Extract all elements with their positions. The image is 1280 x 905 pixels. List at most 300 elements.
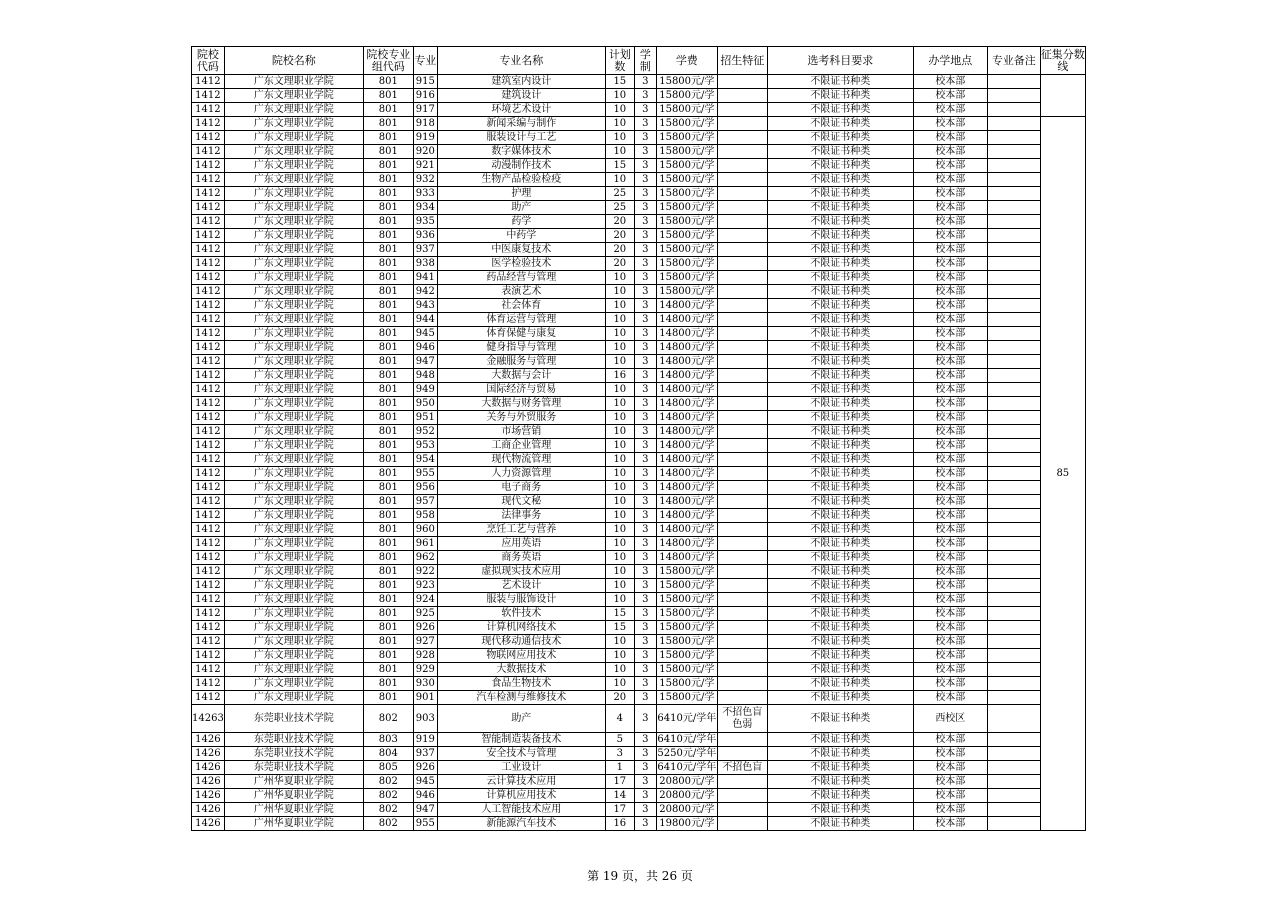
table-cell: 3: [634, 131, 656, 145]
table-cell: 1412: [192, 453, 225, 467]
table-cell: 15800元/学: [656, 243, 717, 257]
table-cell: [717, 453, 767, 467]
table-cell: 15800元/学: [656, 565, 717, 579]
table-cell: [717, 579, 767, 593]
table-cell: [717, 565, 767, 579]
column-header: 学费: [656, 47, 717, 75]
table-cell: 1412: [192, 285, 225, 299]
table-cell: 3: [634, 75, 656, 89]
table-cell: 广东文理职业学院: [224, 677, 363, 691]
table-cell: 3: [634, 285, 656, 299]
table-cell: 924: [413, 593, 437, 607]
table-cell: 不限证书种类: [767, 747, 913, 761]
table-cell: 广东文理职业学院: [224, 355, 363, 369]
table-cell: 801: [363, 635, 413, 649]
table-cell: [987, 607, 1040, 621]
table-cell: 校本部: [913, 733, 987, 747]
table-cell: 不限证书种类: [767, 789, 913, 803]
table-cell: 10: [605, 565, 634, 579]
table-cell: 校本部: [913, 635, 987, 649]
table-row: [192, 425, 1086, 439]
table-cell: [717, 327, 767, 341]
table-cell: 15800元/学: [656, 691, 717, 705]
table-cell: 广东文理职业学院: [224, 635, 363, 649]
table-cell: 校本部: [913, 481, 987, 495]
table-cell: 3: [634, 383, 656, 397]
table-cell: 15800元/学: [656, 663, 717, 677]
table-cell: [987, 677, 1040, 691]
table-cell: 15800元/学: [656, 579, 717, 593]
table-cell: [987, 551, 1040, 565]
table-cell: 801: [363, 439, 413, 453]
table-cell: 20800元/学: [656, 789, 717, 803]
table-cell: 不限证书种类: [767, 257, 913, 271]
table-cell: 3: [605, 747, 634, 761]
table-cell: 801: [363, 313, 413, 327]
table-row: [192, 579, 1086, 593]
table-row: [192, 439, 1086, 453]
table-cell: 25: [605, 187, 634, 201]
table-cell: [717, 369, 767, 383]
table-cell: 933: [413, 187, 437, 201]
table-cell: 20: [605, 257, 634, 271]
table-cell: 801: [363, 201, 413, 215]
table-cell: 15: [605, 75, 634, 89]
table-cell: 802: [363, 817, 413, 831]
table-cell: 10: [605, 103, 634, 117]
table-cell: [987, 187, 1040, 201]
table-cell: 3: [634, 103, 656, 117]
table-cell: 校本部: [913, 621, 987, 635]
table-cell: 健身指导与管理: [437, 341, 605, 355]
table-cell: [717, 691, 767, 705]
table-cell: [987, 201, 1040, 215]
table-row: [192, 355, 1086, 369]
table-cell: 广东文理职业学院: [224, 159, 363, 173]
table-cell: 校本部: [913, 341, 987, 355]
column-header: 专业: [413, 47, 437, 75]
table-cell: 不限证书种类: [767, 467, 913, 481]
table-cell: 801: [363, 215, 413, 229]
table-cell: 3: [634, 173, 656, 187]
table-row: [192, 621, 1086, 635]
table-row: [192, 593, 1086, 607]
table-cell: 801: [363, 229, 413, 243]
table-row: [192, 117, 1086, 131]
table-cell: 校本部: [913, 817, 987, 831]
table-cell: 广东文理职业学院: [224, 467, 363, 481]
table-cell: 3: [634, 733, 656, 747]
table-cell: 校本部: [913, 607, 987, 621]
table-cell: 801: [363, 271, 413, 285]
table-cell: 3: [634, 705, 656, 733]
table-cell: 10: [605, 355, 634, 369]
table-cell: 925: [413, 607, 437, 621]
table-cell: [987, 761, 1040, 775]
table-cell: [987, 663, 1040, 677]
table-cell: 不限证书种类: [767, 803, 913, 817]
table-cell: 801: [363, 579, 413, 593]
table-cell: 801: [363, 509, 413, 523]
table-cell: 校本部: [913, 229, 987, 243]
table-row: [192, 103, 1086, 117]
table-cell: 934: [413, 201, 437, 215]
table-cell: [987, 747, 1040, 761]
table-cell: 19800元/学: [656, 817, 717, 831]
table-cell: 10: [605, 523, 634, 537]
table-cell: 计算机应用技术: [437, 789, 605, 803]
table-cell: 801: [363, 677, 413, 691]
table-cell: 人力资源管理: [437, 467, 605, 481]
table-row: [192, 537, 1086, 551]
table-cell: [717, 789, 767, 803]
table-cell: 不限证书种类: [767, 89, 913, 103]
table-cell: 801: [363, 243, 413, 257]
table-cell: 不限证书种类: [767, 621, 913, 635]
table-cell: 1412: [192, 215, 225, 229]
table-cell: 10: [605, 579, 634, 593]
table-cell: 1412: [192, 467, 225, 481]
table-cell: 15800元/学: [656, 159, 717, 173]
table-cell: 801: [363, 593, 413, 607]
table-cell: 校本部: [913, 369, 987, 383]
table-cell: 食品生物技术: [437, 677, 605, 691]
table-cell: 3: [634, 761, 656, 775]
table-cell: 汽车检测与维修技术: [437, 691, 605, 705]
table-cell: 3: [634, 509, 656, 523]
table-cell: [717, 733, 767, 747]
table-cell: 1412: [192, 439, 225, 453]
table-cell: 校本部: [913, 215, 987, 229]
table-row: [192, 159, 1086, 173]
table-cell: 10: [605, 313, 634, 327]
table-cell: 1412: [192, 537, 225, 551]
table-cell: 926: [413, 761, 437, 775]
table-cell: 东莞职业技术学院: [224, 705, 363, 733]
table-cell: 不限证书种类: [767, 635, 913, 649]
table-cell: 广东文理职业学院: [224, 649, 363, 663]
table-cell: 15800元/学: [656, 131, 717, 145]
table-cell: 1412: [192, 649, 225, 663]
table-cell: 广东文理职业学院: [224, 117, 363, 131]
table-cell: 17: [605, 803, 634, 817]
table-cell: 3: [634, 663, 656, 677]
table-cell: 云计算技术应用: [437, 775, 605, 789]
table-cell: 新能源汽车技术: [437, 817, 605, 831]
table-cell: 10: [605, 145, 634, 159]
table-cell: [987, 215, 1040, 229]
table-cell: 3: [634, 215, 656, 229]
table-cell: 广东文理职业学院: [224, 607, 363, 621]
table-cell: 校本部: [913, 285, 987, 299]
table-cell: 3: [634, 691, 656, 705]
table-cell: [987, 173, 1040, 187]
table-cell: 17: [605, 775, 634, 789]
table-cell: 936: [413, 229, 437, 243]
column-header: 计划数: [605, 47, 634, 75]
table-cell: 不限证书种类: [767, 691, 913, 705]
table-cell: 10: [605, 453, 634, 467]
table-cell: 校本部: [913, 159, 987, 173]
table-cell: 广东文理职业学院: [224, 453, 363, 467]
column-header: 专业名称: [437, 47, 605, 75]
table-cell: 15800元/学: [656, 621, 717, 635]
table-cell: 3: [634, 467, 656, 481]
table-cell: [987, 579, 1040, 593]
table-cell: 广州华夏职业学院: [224, 817, 363, 831]
table-cell: 不限证书种类: [767, 607, 913, 621]
table-cell: 广东文理职业学院: [224, 551, 363, 565]
table-cell: 945: [413, 775, 437, 789]
table-cell: 服装设计与工艺: [437, 131, 605, 145]
table-cell: 3: [634, 411, 656, 425]
table-cell: [717, 551, 767, 565]
table-cell: 14: [605, 789, 634, 803]
column-header: 选考科目要求: [767, 47, 913, 75]
table-cell: 环境艺术设计: [437, 103, 605, 117]
table-cell: [987, 117, 1040, 131]
table-row: [192, 789, 1086, 803]
table-cell: 不限证书种类: [767, 159, 913, 173]
table-cell: 10: [605, 439, 634, 453]
table-cell: 校本部: [913, 523, 987, 537]
table-cell: 15800元/学: [656, 593, 717, 607]
table-cell: [717, 439, 767, 453]
column-header: 征集分数线: [1040, 47, 1085, 73]
table-cell: 14800元/学: [656, 551, 717, 565]
table-cell: 801: [363, 285, 413, 299]
table-cell: 校本部: [913, 803, 987, 817]
table-cell: 10: [605, 635, 634, 649]
table-cell: [987, 243, 1040, 257]
table-cell: 广东文理职业学院: [224, 425, 363, 439]
table-cell: [987, 789, 1040, 803]
table-cell: 15800元/学: [656, 607, 717, 621]
table-cell: [987, 299, 1040, 313]
table-cell: 不限证书种类: [767, 579, 913, 593]
table-cell: 1412: [192, 313, 225, 327]
table-cell: 不限证书种类: [767, 663, 913, 677]
table-cell: 952: [413, 425, 437, 439]
table-cell: 937: [413, 243, 437, 257]
table-cell: 1412: [192, 299, 225, 313]
table-cell: 3: [634, 747, 656, 761]
table-cell: 校本部: [913, 761, 987, 775]
table-cell: 14800元/学: [656, 313, 717, 327]
table-cell: 校本部: [913, 257, 987, 271]
table-cell: [987, 369, 1040, 383]
table-cell: 14800元/学: [656, 369, 717, 383]
table-cell: 1412: [192, 355, 225, 369]
table-cell: 944: [413, 313, 437, 327]
table-row: [192, 775, 1086, 789]
table-cell: [987, 285, 1040, 299]
table-cell: 10: [605, 131, 634, 145]
table-cell: 903: [413, 705, 437, 733]
table-cell: 广东文理职业学院: [224, 495, 363, 509]
table-cell: [717, 229, 767, 243]
table-cell: 不限证书种类: [767, 397, 913, 411]
table-cell: 1412: [192, 691, 225, 705]
table-cell: 947: [413, 355, 437, 369]
table-cell: 不限证书种类: [767, 271, 913, 285]
table-cell: 1412: [192, 201, 225, 215]
table-cell: 801: [363, 159, 413, 173]
table-cell: 医学检验技术: [437, 257, 605, 271]
table-cell: 不限证书种类: [767, 425, 913, 439]
table-cell: 15800元/学: [656, 103, 717, 117]
table-cell: 10: [605, 495, 634, 509]
table-cell: 10: [605, 677, 634, 691]
table-row: [192, 341, 1086, 355]
table-cell: 校本部: [913, 187, 987, 201]
table-cell: 3: [634, 481, 656, 495]
table-cell: 3: [634, 341, 656, 355]
column-header: 办学地点: [913, 47, 987, 75]
table-cell: 801: [363, 327, 413, 341]
table-cell: 广东文理职业学院: [224, 523, 363, 537]
table-cell: 不限证书种类: [767, 705, 913, 733]
table-cell: 10: [605, 285, 634, 299]
table-cell: 数字媒体技术: [437, 145, 605, 159]
table-row: [192, 663, 1086, 677]
table-cell: 901: [413, 691, 437, 705]
table-cell: [987, 411, 1040, 425]
table-cell: 广东文理职业学院: [224, 509, 363, 523]
table-cell: 919: [413, 131, 437, 145]
table-cell: 1412: [192, 257, 225, 271]
table-cell: 3: [634, 271, 656, 285]
table-cell: 不限证书种类: [767, 117, 913, 131]
table-cell: 1412: [192, 103, 225, 117]
table-cell: 10: [605, 425, 634, 439]
table-cell: 广东文理职业学院: [224, 271, 363, 285]
table-cell: 校本部: [913, 467, 987, 481]
table-cell: 1426: [192, 817, 225, 831]
table-cell: 校本部: [913, 145, 987, 159]
table-cell: 广东文理职业学院: [224, 285, 363, 299]
table-cell: 949: [413, 383, 437, 397]
table-cell: 1412: [192, 663, 225, 677]
table-cell: 校本部: [913, 439, 987, 453]
table-cell: 烹饪工艺与营养: [437, 523, 605, 537]
table-cell: 不限证书种类: [767, 131, 913, 145]
table-cell: [987, 635, 1040, 649]
table-cell: 3: [634, 327, 656, 341]
table-cell: 804: [363, 747, 413, 761]
table-cell: 3: [634, 397, 656, 411]
table-cell: [717, 481, 767, 495]
table-cell: 金融服务与管理: [437, 355, 605, 369]
table-cell: 927: [413, 635, 437, 649]
table-cell: 14800元/学: [656, 327, 717, 341]
table-cell: 3: [634, 635, 656, 649]
table-cell: 不限证书种类: [767, 229, 913, 243]
table-cell: 10: [605, 397, 634, 411]
table-cell: 校本部: [913, 75, 987, 89]
table-cell: 1412: [192, 495, 225, 509]
table-cell: 15800元/学: [656, 649, 717, 663]
table-cell: 不限证书种类: [767, 733, 913, 747]
table-cell: 3: [634, 425, 656, 439]
table-cell: 935: [413, 215, 437, 229]
table-cell: 不限证书种类: [767, 649, 913, 663]
table-row: [192, 817, 1086, 831]
table-cell: [987, 523, 1040, 537]
table-cell: 动漫制作技术: [437, 159, 605, 173]
table-cell: 10: [605, 271, 634, 285]
table-cell: 1412: [192, 677, 225, 691]
table-cell: 不限证书种类: [767, 775, 913, 789]
table-cell: 3: [634, 313, 656, 327]
table-cell: [987, 537, 1040, 551]
table-cell: 921: [413, 159, 437, 173]
table-cell: 艺术设计: [437, 579, 605, 593]
table-cell: 广东文理职业学院: [224, 173, 363, 187]
table-cell: 法律事务: [437, 509, 605, 523]
table-cell: 不限证书种类: [767, 523, 913, 537]
table-cell: 14800元/学: [656, 453, 717, 467]
table-cell: 不限证书种类: [767, 551, 913, 565]
table-cell: [987, 341, 1040, 355]
table-cell: 805: [363, 761, 413, 775]
table-cell: [987, 145, 1040, 159]
table-cell: 应用英语: [437, 537, 605, 551]
table-cell: 不限证书种类: [767, 215, 913, 229]
table-cell: [717, 159, 767, 173]
table-cell: 801: [363, 131, 413, 145]
table-cell: 1412: [192, 425, 225, 439]
table-cell: 1412: [192, 75, 225, 89]
table-cell: 917: [413, 103, 437, 117]
table-cell: 14800元/学: [656, 523, 717, 537]
table-row: [192, 201, 1086, 215]
table-row: [192, 187, 1086, 201]
table-cell: [987, 621, 1040, 635]
table-cell: 不限证书种类: [767, 761, 913, 775]
table-cell: 校本部: [913, 299, 987, 313]
table-cell: 校本部: [913, 383, 987, 397]
table-cell: [987, 733, 1040, 747]
table-cell: 15800元/学: [656, 89, 717, 103]
table-cell: 929: [413, 663, 437, 677]
table-cell: 15800元/学: [656, 677, 717, 691]
table-cell: 15800元/学: [656, 187, 717, 201]
table-cell: 25: [605, 201, 634, 215]
table-cell: [987, 495, 1040, 509]
table-cell: [987, 817, 1040, 831]
table-cell: 东莞职业技术学院: [224, 747, 363, 761]
table-cell: [987, 159, 1040, 173]
table-cell: 14800元/学: [656, 481, 717, 495]
table-cell: 校本部: [913, 593, 987, 607]
table-cell: 现代物流管理: [437, 453, 605, 467]
table-cell: 1412: [192, 327, 225, 341]
table-cell: 1412: [192, 159, 225, 173]
table-cell: 校本部: [913, 89, 987, 103]
table-cell: 801: [363, 551, 413, 565]
table-cell: 10: [605, 341, 634, 355]
table-cell: 20: [605, 229, 634, 243]
table-row: [192, 481, 1086, 495]
table-cell: 西校区: [913, 705, 987, 733]
table-cell: 922: [413, 565, 437, 579]
table-cell: [717, 243, 767, 257]
table-cell: [717, 663, 767, 677]
table-cell: 1412: [192, 89, 225, 103]
table-cell: 958: [413, 509, 437, 523]
table-cell: 6410元/学年: [657, 733, 717, 745]
